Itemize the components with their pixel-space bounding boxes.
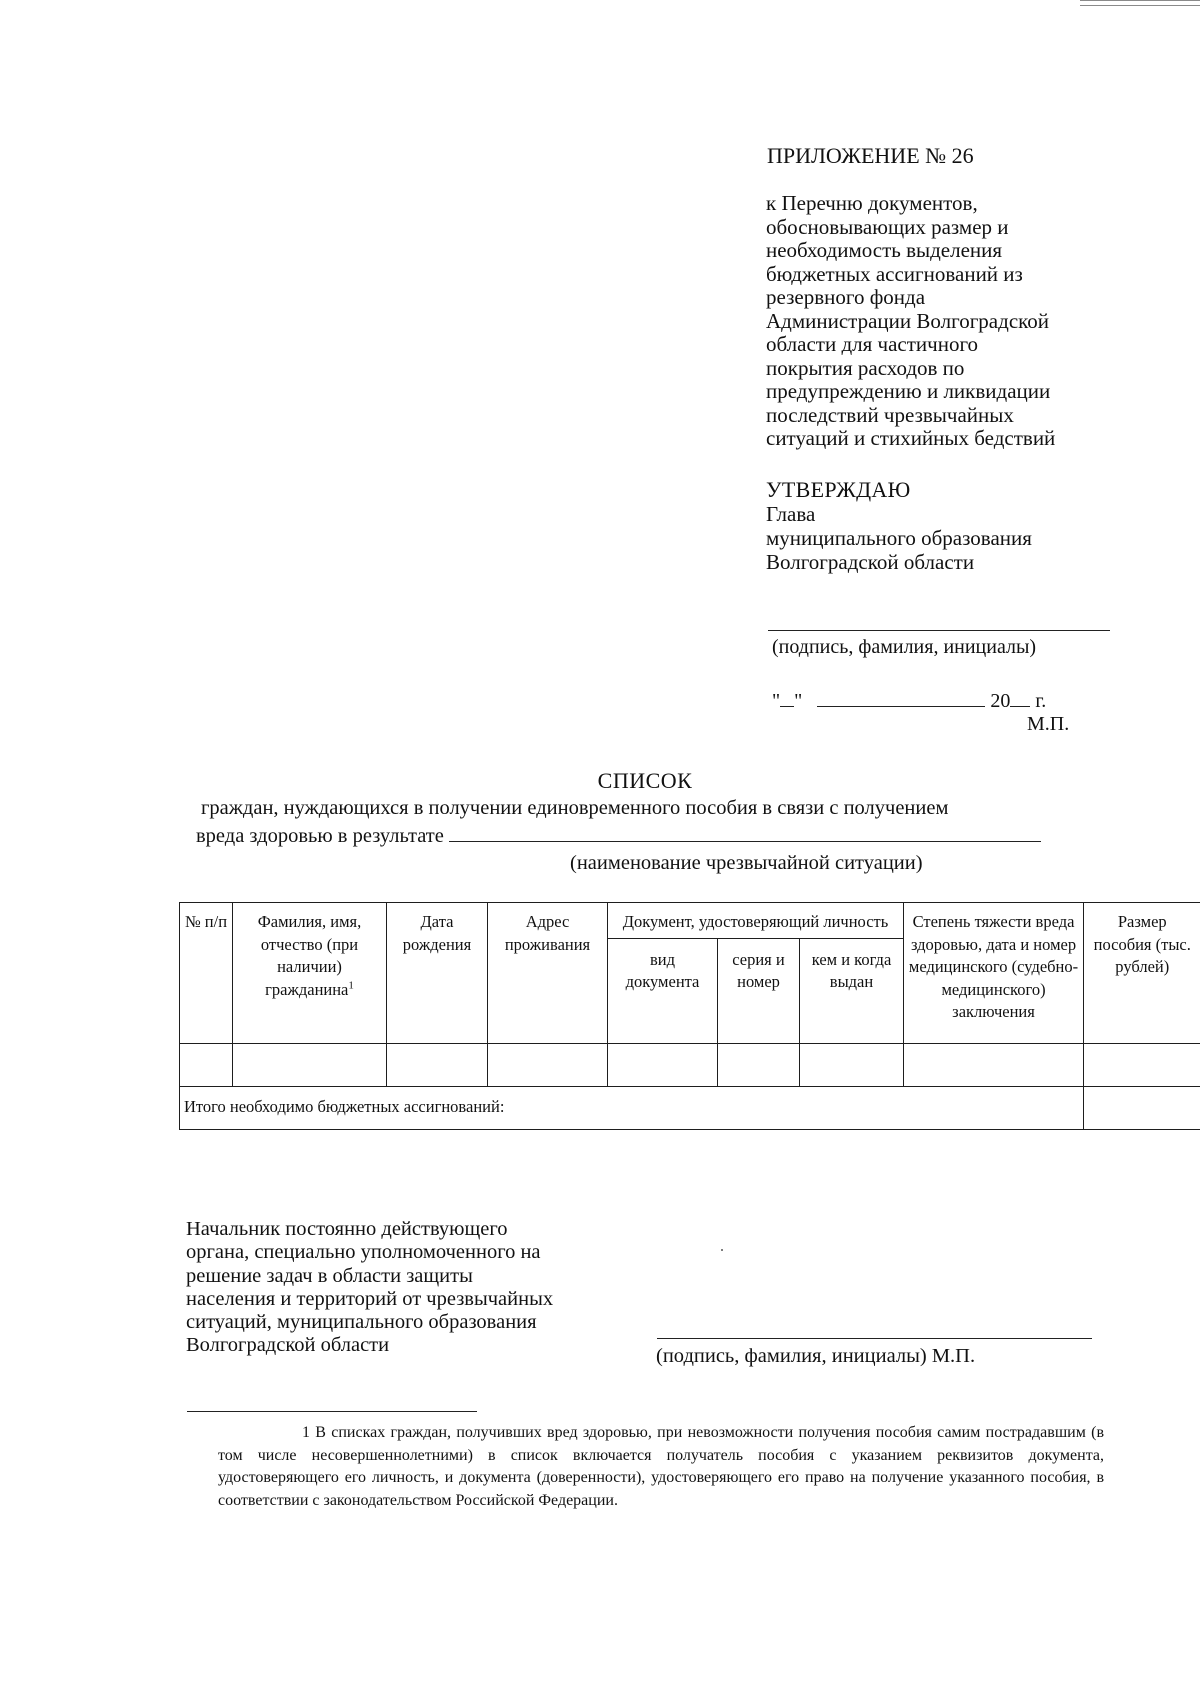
chief-signature-caption: (подпись, фамилия, инициалы) М.П.	[656, 1345, 976, 1367]
total-amount-cell[interactable]	[1084, 1086, 1200, 1129]
approval-stamp-mark: М.П.	[1027, 713, 1070, 735]
header-num: № п/п	[180, 903, 233, 1044]
header-doc-issued: кем и когда выдан	[800, 938, 904, 1043]
approval-line: муниципального образования	[766, 526, 1032, 550]
approval-signature-caption: (подпись, фамилия, инициалы)	[772, 636, 1037, 658]
header-benefit-amount: Размер пособия (тыс. рублей)	[1084, 903, 1200, 1044]
appendix-reference-line: необходимость выделения	[766, 238, 1003, 262]
date-day-blank	[780, 690, 794, 707]
appendix-reference-line: резервного фонда	[766, 285, 926, 309]
footnote-text: 1 В списках граждан, получивших вред здоровью, при невозможности получения пособия самим пострадавшим (в том числе несовершеннолетними) в список включается получатель пособия с указанием реквизитов документа, удостоверяющего его личность, и документа (доверенности), удостоверяющего его право на получение указанного пособия, в соответствии с законодательством Российской Федерации.	[218, 1424, 1104, 1509]
appendix-reference-line: области для частичного	[766, 332, 979, 356]
chief-title-line: населения и территорий от чрезвычайных	[186, 1287, 554, 1310]
cell-name[interactable]	[233, 1043, 387, 1086]
date-close-quote: "	[794, 690, 803, 712]
chief-title-block	[186, 1218, 553, 1358]
approval-block	[766, 478, 1032, 574]
scan-edge-lines	[1080, 0, 1200, 14]
approval-title: УТВЕРЖДАЮ	[766, 477, 911, 502]
emergency-name-blank	[449, 823, 1041, 842]
appendix-title: ПРИЛОЖЕНИЕ № 26	[767, 143, 974, 168]
footnote-separator	[187, 1411, 477, 1412]
list-subtitle-line2	[196, 823, 1041, 848]
cell-doc-series[interactable]	[718, 1043, 800, 1086]
approval-line: Волгоградской области	[766, 550, 975, 574]
appendix-reference-line: последствий чрезвычайных	[766, 402, 1014, 427]
approval-date-row	[772, 690, 1046, 713]
appendix-reference-line: ситуаций и стихийных бедствий	[766, 426, 1056, 450]
chief-title-line: решение задач в области защиты	[186, 1264, 473, 1287]
chief-title-line: Волгоградской области	[186, 1334, 390, 1357]
approval-line: Глава	[766, 502, 816, 526]
cell-benefit-amount[interactable]	[1084, 1043, 1200, 1086]
emergency-name-caption: (наименование чрезвычайной ситуации)	[570, 852, 923, 874]
header-doc-series: серия и номер	[718, 938, 800, 1043]
list-title: СПИСОК	[597, 768, 693, 793]
date-year-suffix: г.	[1035, 690, 1047, 712]
appendix-reference-line: бюджетных ассигнований из	[766, 261, 1023, 286]
chief-title-line: Начальник постоянно действующего	[186, 1218, 508, 1240]
chief-title-line: ситуаций, муниципального образования	[186, 1311, 537, 1334]
list-subtitle-line1: граждан, нуждающихся в получении единовременного пособия в связи с получением	[201, 797, 949, 819]
appendix-reference-line: покрытия расходов по	[766, 355, 965, 380]
footnote-mark: 1	[348, 979, 354, 991]
list-subtitle-text: вреда здоровью в результате	[196, 825, 444, 847]
appendix-reference-line: к Перечню документов,	[766, 191, 978, 215]
header-address: Адрес проживания	[488, 903, 608, 1044]
cell-birth-date[interactable]	[387, 1043, 488, 1086]
date-year-blank	[1010, 690, 1030, 707]
date-year-prefix: 20	[990, 690, 1011, 712]
table-header-row	[180, 903, 1200, 939]
appendix-reference-line: предупреждению и ликвидации	[766, 379, 1051, 403]
table-total-row	[180, 1086, 1200, 1129]
cell-address[interactable]	[488, 1043, 608, 1086]
citizens-table	[179, 902, 1200, 1130]
table-row	[180, 1043, 1200, 1086]
approval-signature-line	[768, 630, 1110, 631]
cell-num[interactable]	[180, 1043, 233, 1086]
scan-speck	[721, 1249, 723, 1251]
appendix-reference-line: Администрации Волгоградской	[766, 308, 1050, 333]
total-label: Итого необходимо бюджетных ассигнований:	[180, 1086, 1084, 1129]
header-doc-type: вид документа	[608, 938, 718, 1043]
chief-signature-line	[657, 1338, 1092, 1339]
appendix-reference-line: обосновывающих размер и	[766, 214, 1009, 239]
cell-doc-type[interactable]	[608, 1043, 718, 1086]
header-name-text: Фамилия, имя, отчество (при наличии) гражданина	[257, 912, 362, 999]
date-open-quote: "	[772, 690, 781, 712]
header-birth-date: Дата рождения	[387, 903, 488, 1044]
appendix-reference	[766, 192, 1126, 451]
header-injury-severity: Степень тяжести вреда здоровью, дата и номер медицинского (судебно-медицинского) заключения	[904, 903, 1084, 1044]
chief-title-line: органа, специально уполномоченного на	[186, 1241, 541, 1264]
cell-injury-severity[interactable]	[904, 1043, 1084, 1086]
cell-doc-issued[interactable]	[800, 1043, 904, 1086]
date-month-blank	[817, 690, 985, 707]
header-identity-document: Документ, удостоверяющий личность	[608, 903, 904, 939]
header-name	[233, 903, 387, 1044]
